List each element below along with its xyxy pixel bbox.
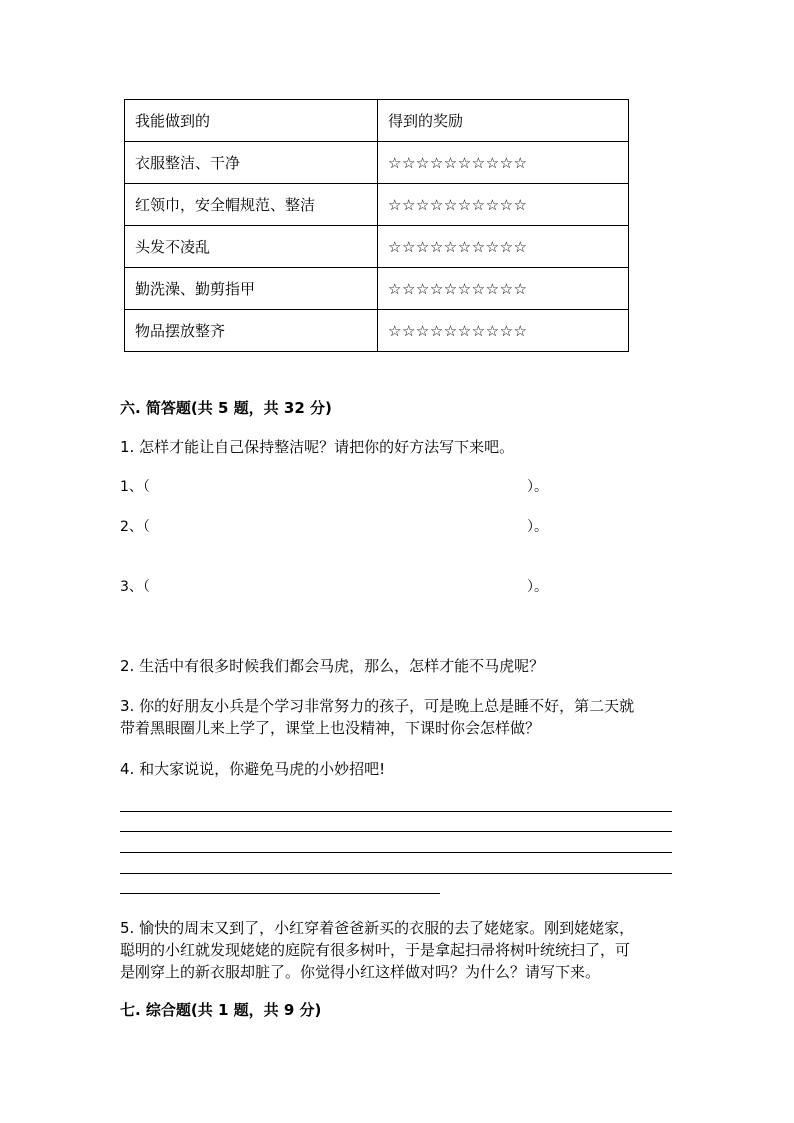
table-cell-stars: ☆☆☆☆☆☆☆☆☆☆ bbox=[378, 310, 629, 352]
section-heading: 七. 综合题(共 1 题，共 9 分) bbox=[120, 1001, 322, 1019]
reward-table bbox=[124, 99, 629, 352]
table-header-cell: 得到的奖励 bbox=[378, 100, 629, 142]
table-cell-item: 衣服整洁、干净 bbox=[125, 142, 378, 184]
answer-blank-2-close: ）。 bbox=[527, 519, 548, 535]
table-row bbox=[125, 142, 629, 184]
table-row bbox=[125, 226, 629, 268]
answer-blank-2-open: 2、（ bbox=[120, 519, 150, 535]
question-5-line-1: 5. 愉快的周末又到了，小红穿着爸爸新买的衣服的去了姥姥家。刚到姥姥家， bbox=[120, 919, 635, 937]
table-row bbox=[125, 268, 629, 310]
table-cell-stars: ☆☆☆☆☆☆☆☆☆☆ bbox=[378, 142, 629, 184]
writing-line bbox=[120, 893, 440, 894]
table-header-cell: 我能做到的 bbox=[125, 100, 378, 142]
table-cell-item: 物品摆放整齐 bbox=[125, 310, 378, 352]
writing-line bbox=[120, 852, 672, 853]
question-3-line-1: 3. 你的好朋友小兵是个学习非常努力的孩子，可是晚上总是睡不好，第二天就 bbox=[120, 697, 635, 715]
question-4: 4. 和大家说说，你避免马虎的小妙招吧! bbox=[120, 760, 386, 778]
question-5-line-2: 聪明的小红就发现姥姥的庭院有很多树叶，于是拿起扫帚将树叶统统扫了，可 bbox=[120, 941, 631, 959]
question-2: 2. 生活中有很多时候我们都会马虎，那么，怎样才能不马虎呢？ bbox=[120, 657, 545, 675]
question-1: 1. 怎样才能让自己保持整洁呢？请把你的好方法写下来吧。 bbox=[120, 438, 515, 456]
writing-line bbox=[120, 811, 672, 812]
table-cell-stars: ☆☆☆☆☆☆☆☆☆☆ bbox=[378, 268, 629, 310]
table-cell-stars: ☆☆☆☆☆☆☆☆☆☆ bbox=[378, 184, 629, 226]
section-heading: 六. 简答题(共 5 题，共 32 分) bbox=[120, 399, 332, 417]
answer-blank-3-open: 3、（ bbox=[120, 579, 150, 595]
writing-line bbox=[120, 873, 672, 874]
table-cell-item: 勤洗澡、勤剪指甲 bbox=[125, 268, 378, 310]
table-row bbox=[125, 184, 629, 226]
writing-line bbox=[120, 831, 672, 832]
question-5-line-3: 是刚穿上的新衣服却脏了。你觉得小红这样做对吗？为什么？请写下来。 bbox=[120, 963, 601, 981]
answer-blank-1-open: 1、（ bbox=[120, 479, 150, 495]
table-cell-item: 红领巾，安全帽规范、整洁 bbox=[125, 184, 378, 226]
question-3-line-2: 带着黑眼圈儿来上学了，课堂上也没精神，下课时你会怎样做？ bbox=[120, 719, 541, 737]
answer-blank-1-close: ）。 bbox=[527, 479, 548, 495]
table-cell-stars: ☆☆☆☆☆☆☆☆☆☆ bbox=[378, 226, 629, 268]
table-header-row bbox=[125, 100, 629, 142]
answer-blank-3-close: ）。 bbox=[527, 579, 548, 595]
table-row bbox=[125, 310, 629, 352]
table-cell-item: 头发不凌乱 bbox=[125, 226, 378, 268]
